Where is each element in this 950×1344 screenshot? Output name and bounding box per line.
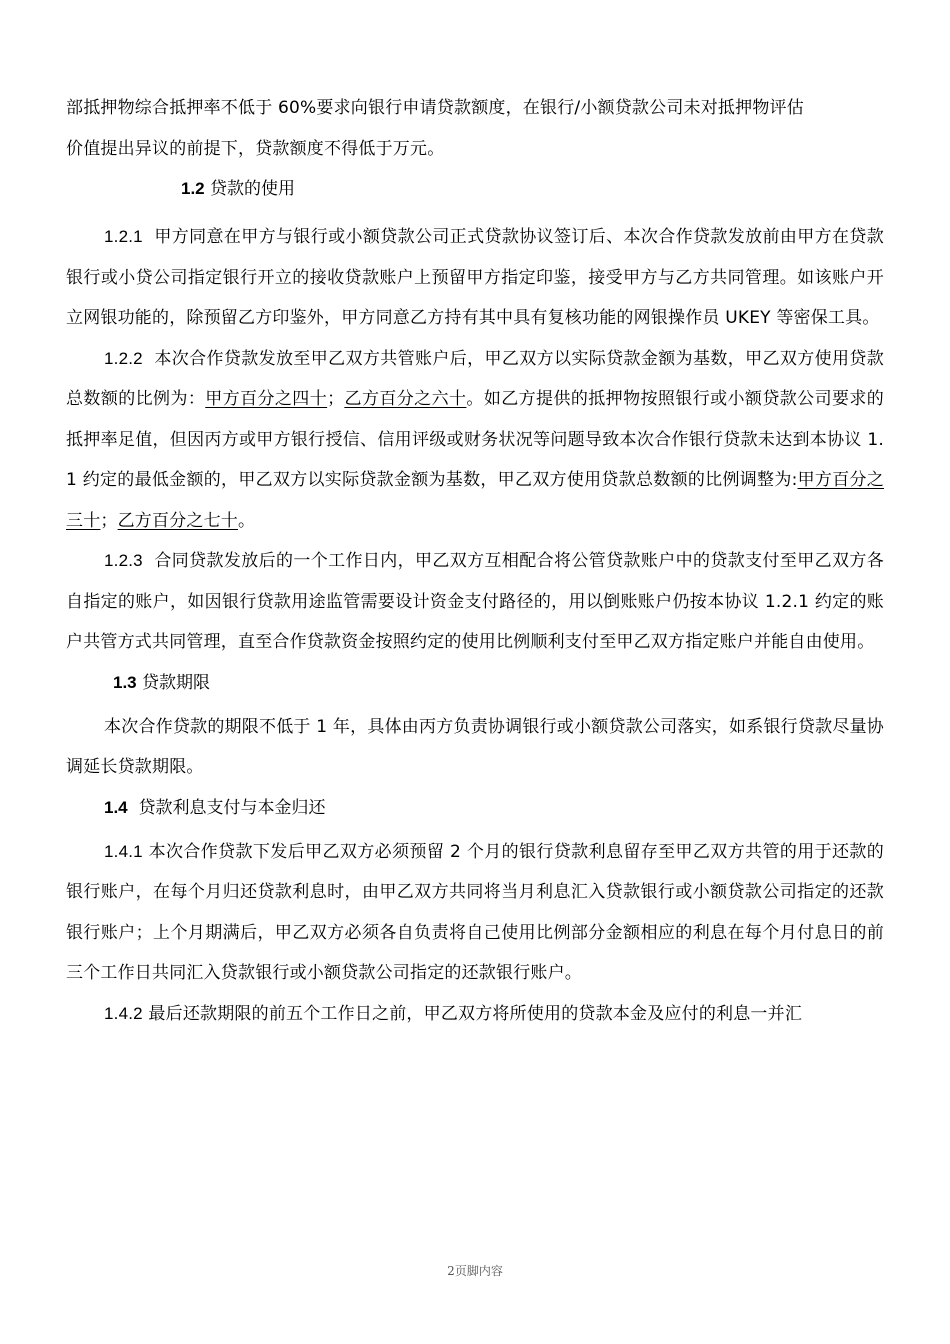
heading-title: 贷款期限 [142,672,211,693]
document-page [66,88,884,1034]
text-line: 价值提出异议的前提下，贷款额度不得低于万元。 [66,138,445,159]
adjusted-ratio-party-a: 甲方百分之三十 [66,470,884,531]
heading-title: 贷款利息支付与本金归还 [138,797,326,818]
clause-text: 。 [238,510,256,531]
heading-title: 贷款的使用 [210,179,296,199]
adjusted-ratio-party-b: 乙方百分之七十 [117,510,239,531]
footer-label: 页脚内容 [454,1264,503,1278]
clause-number: 1.4.1 [104,841,143,861]
clause-1-2-3 [66,541,884,663]
page-footer [0,1262,950,1279]
heading-1-3 [66,663,884,707]
clause-1-4-1 [66,832,884,994]
ratio-party-a: 甲方百分之四十 [205,389,328,409]
paragraph-loan-term [66,707,884,788]
clause-1-4-2 [66,994,884,1035]
clause-text: 最后还款期限的前五个工作日之前，甲乙双方将所使用的贷款本金及应付的利息一并汇 [148,1003,803,1024]
clause-text: 合同贷款发放后的一个工作日内，甲乙双方互相配合将公管贷款账户中的贷款支付至甲乙双方各自指定的账户，如因银行贷款用途监管需要设计资金支付路径的，用以倒账账户仍按本协议 1.2.1 约定的账户共管方式共同管理，直至合作贷款资金按照约定的使用比例顺利支付至甲乙双方指定账户并能自由使用。 [66,551,884,652]
clause-text: 甲方同意在甲方与银行或小额贷款公司正式贷款协议签订后、本次合作贷款发放前由甲方在贷款银行或小贷公司指定银行开立的接收贷款账户上预留甲方指定印鉴，接受甲方与乙方共同管理。如该账户开立网银功能的，除预留乙方印鉴外，甲方同意乙方持有其中具有复核功能的网银操作员 UKEY 等密保工具。 [66,227,884,328]
heading-number: 1.3 [113,672,137,692]
clause-number: 1.2.3 [104,551,143,570]
clause-text: 本次合作贷款下发后甲乙双方必须预留 2 个月的银行贷款利息留存至甲乙双方共管的用于还款的银行账户，在每个月归还贷款利息时，由甲乙双方共同将当月利息汇入贷款银行或小额贷款公司指定的还款银行账户；上个月期满后，甲乙双方必须各自负责将自己使用比例部分金额相应的利息在每个月付息日的前三个工作日共同汇入贷款银行或小额贷款公司指定的还款银行账户。 [66,841,884,983]
clause-number: 1.4.2 [104,1003,143,1023]
heading-number: 1.4 [104,797,128,817]
clause-1-2-1 [66,217,884,339]
heading-1-2 [66,169,884,213]
page-number: 2 [447,1264,455,1278]
heading-1-4 [66,788,884,832]
clause-text: 。如乙方提供的抵押物按照银行或小额贷款公司要求的抵押率足值，但因丙方或甲方银行授信、信用评级或财务状况等问题导致本次合作银行贷款未达到本协议 1.1 约定的最低金额的，甲乙双方以实际贷款金额为基数，甲乙双方使用贷款总数额的比例调整为: [66,389,884,490]
ratio-party-b: 乙方百分之六十 [344,389,467,409]
paragraph-collateral-continued [66,88,884,169]
separator: ； [100,510,118,531]
paragraph-text: 本次合作贷款的期限不低于 1 年，具体由丙方负责协调银行或小额贷款公司落实，如系银行贷款尽量协调延长贷款期限。 [66,716,884,777]
separator: ； [327,389,345,409]
clause-1-2-2 [66,339,884,542]
text-line: 部抵押物综合抵押率不低于 60%要求向银行申请贷款额度，在银行/小额贷款公司未对抵押物评估 [66,98,804,118]
clause-number: 1.2.1 [104,227,143,246]
clause-text: 本次合作贷款发放至甲乙双方共管账户后，甲乙双方以实际贷款金额为基数，甲乙双方使用贷款总数额的比例为： [66,348,884,409]
heading-number: 1.2 [181,179,205,198]
clause-number: 1.2.2 [104,348,143,368]
